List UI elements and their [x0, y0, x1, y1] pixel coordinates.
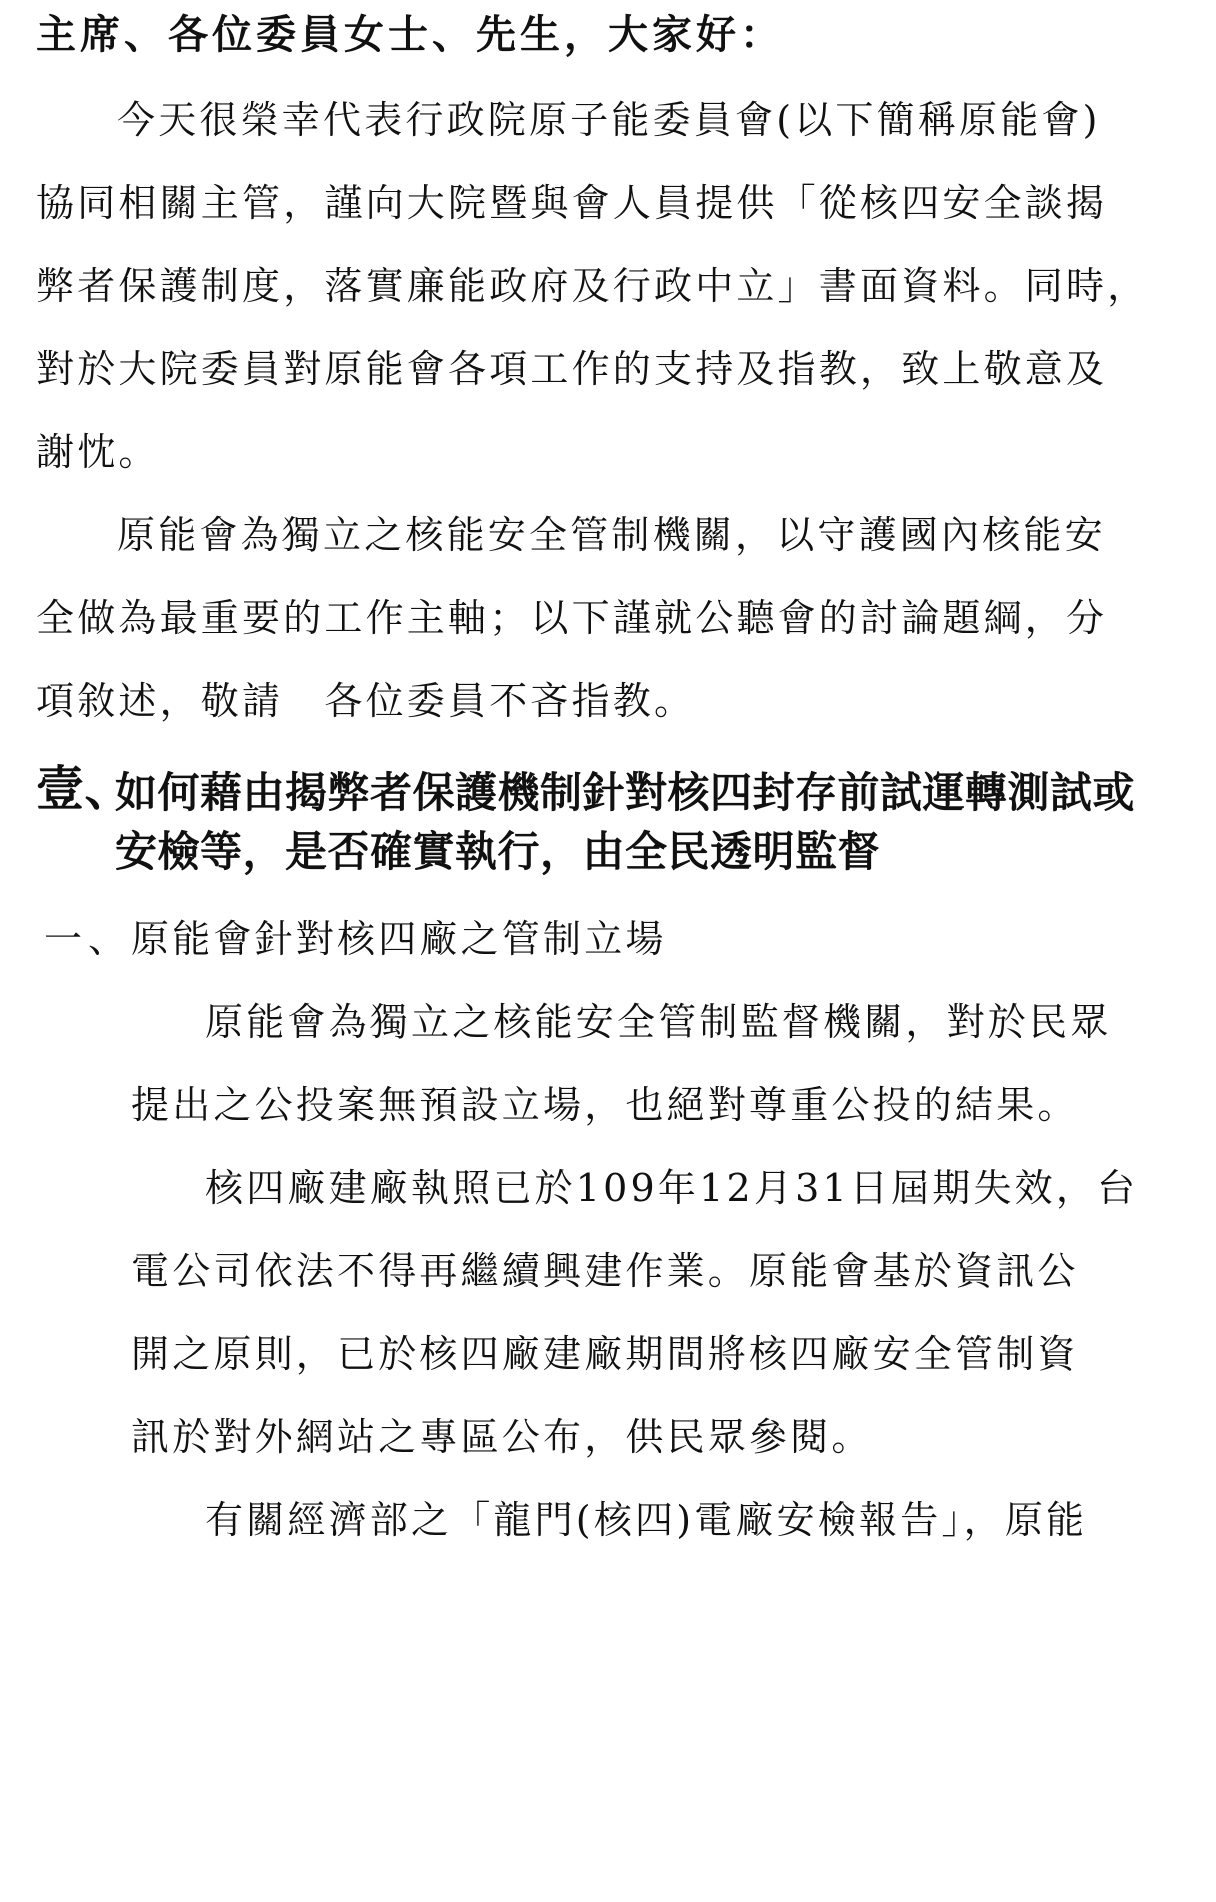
- mission-paragraph-line: 項敘述，敬請 各位委員不吝指教。: [36, 679, 696, 723]
- subsection-paragraph-line: 電公司依法不得再繼續興建作業。原能會基於資訊公: [131, 1249, 1079, 1293]
- subsection-paragraph-line: 核四廠建廠執照已於109年12月31日屆期失效，台: [205, 1166, 1139, 1210]
- subsection-number: 一、: [44, 917, 133, 961]
- subsection-paragraph-line: 有關經濟部之「龍門(核四)電廠安檢報告」，原能: [205, 1498, 1088, 1542]
- mission-paragraph-line: 原能會為獨立之核能安全管制機關，以守護國內核能安: [117, 513, 1106, 557]
- intro-paragraph-line: 今天很榮幸代表行政院原子能委員會(以下簡稱原能會): [117, 98, 1101, 142]
- intro-paragraph-line: 弊者保護制度，落實廉能政府及行政中立」書面資料。同時，: [36, 264, 1149, 308]
- section-number: 壹、: [36, 761, 134, 817]
- subsection-paragraph-line: 提出之公投案無預設立場，也絕對尊重公投的結果。: [131, 1083, 1079, 1127]
- subsection-paragraph-line: 訊於對外網站之專區公布，供民眾參閱。: [131, 1415, 873, 1459]
- greeting: 主席、各位委員女士、先生，大家好：: [36, 12, 784, 58]
- section-title-line: 如何藉由揭弊者保護機制針對核四封存前試運轉測試或: [115, 768, 1136, 817]
- subsection-paragraph-line: 原能會為獨立之核能安全管制監督機關，對於民眾: [205, 1000, 1112, 1044]
- intro-paragraph-line: 協同相關主管，謹向大院暨與會人員提供「從核四安全談揭: [36, 181, 1108, 225]
- section-title-line: 安檢等，是否確實執行，由全民透明監督: [115, 827, 881, 876]
- subsection-title: 原能會針對核四廠之管制立場: [131, 917, 667, 961]
- intro-paragraph-line: 謝忱。: [36, 430, 160, 474]
- intro-paragraph-line: 對於大院委員對原能會各項工作的支持及指教，致上敬意及: [36, 347, 1108, 391]
- mission-paragraph-line: 全做為最重要的工作主軸；以下謹就公聽會的討論題綱，分: [36, 596, 1108, 640]
- subsection-paragraph-line: 開之原則，已於核四廠建廠期間將核四廠安全管制資: [131, 1332, 1079, 1376]
